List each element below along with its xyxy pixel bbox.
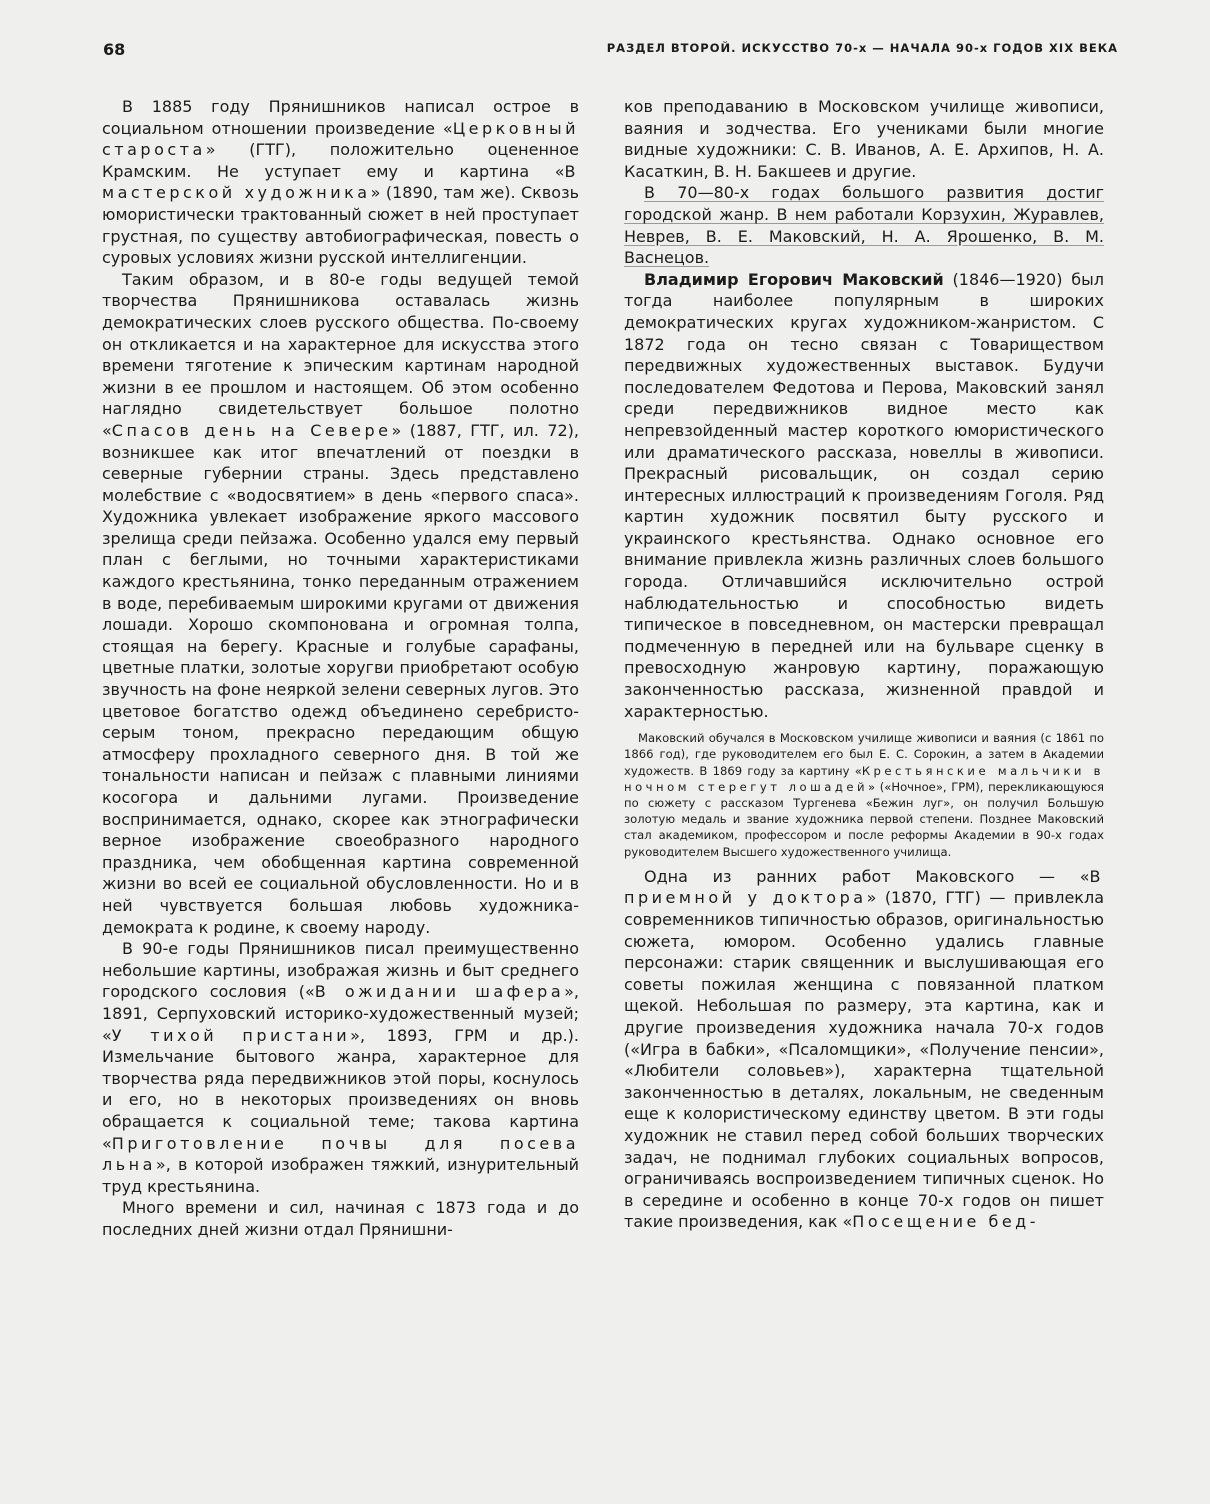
right-paragraph-2: В 70—80-х годах большого развития достиг городской жанр. В нем работали Корзухин, Журавлев, Неврев, В. Е. Маковский, Н. А. Ярошенко, В. М. Васнецов. (624, 183, 1104, 268)
artwork-title: В ожидании шафера (314, 982, 565, 1002)
left-column (102, 96, 579, 1240)
artwork-title: Приготовление почвы для посева льна (102, 1133, 579, 1175)
right-paragraph-3: Владимир Егорович Маковский (1846—1920) был тогда наиболее популярным в широких демократических кругах художником-жанристом. С 1872 года он тесно связан с Товариществом передвижных художественных выставок. Будучи последователем Федотова и Перова, Маковский занял среди передвижников видное место как непревзойденный мастер короткого юмористического или драматического рассказа, новеллы в живописи. Прекрасный рисовальщик, он создал серию интересных иллюстраций к произведениям Гоголя. Ряд картин художник посвятил быту русского и украинского крестьянства. Однако основное его внимание привлекла жизнь различных слоев большого города. Отличавшийся исключительно острой наблюдательностью и способностью видеть типическое в повседневном, он мастерски превращал подмеченную в передней или на бульваре сценку в превосходную жанровую картину, поражающую законченностью рассказа, жизненной правдой и характерностью. (624, 269, 1104, 721)
artwork-title: Посещение бед- (852, 1212, 1039, 1232)
right-paragraph-1: ков преподаванию в Московском училище живописи, ваяния и зодчества. Его учениками были многие видные художники: С. В. Иванов, А. Е. Архипов, Н. А. Касаткин, В. Н. Бакшеев и другие. (624, 97, 1104, 181)
artwork-title: Церковный староста (102, 118, 579, 160)
biographical-note: Маковский обучался в Московском училище живописи и ваяния (с 1861 по 1866 год), где руководителем его был Е. С. Сорокин, а затем в Академии художеств. В 1869 году за картину «Крестьянские мальчики в ночном стерегут лошадей» («Ночное», ГРМ), перекликающуюся по сюжету с рассказом Тургенева «Бежин луг», он получил Большую золотую медаль и звание художника первой степени. Позднее Маковский стал академиком, профессором и после реформы Академии в 90-х годах руководителем Высшего художественного училища. (624, 731, 1104, 859)
right-column (624, 96, 1104, 1233)
left-paragraph-4: Много времени и сил, начиная с 1873 года и до последних дней жизни отдал Прянишни- (102, 1198, 579, 1239)
page-number: 68 (103, 40, 126, 59)
left-paragraph-3: В 90-е годы Прянишников писал преимущественно небольшие картины, изображая жизнь и быт среднего городского сословия («В ожидании шафера», 1891, Серпуховский историко-художественный музей; «У тихой пристани», 1893, ГРМ и др.). Измельчание бытового жанра, характерное для творчества ряда передвижников этой поры, коснулось и его, но в некоторых произведениях он вновь обращается к социальной теме; такова картина «Приготовление почвы для посева льна», в которой изображен тяжкий, изнурительный труд крестьянина. (102, 939, 579, 1196)
artwork-title: У тихой пристани (111, 1025, 351, 1045)
right-paragraph-4: Одна из ранних работ Маковского — «В приемной у доктора» (1870, ГТГ) — привлекла современников типичностью образов, оригинальностью сюжета, юмором. Особенно удались главные персонажи: старик священник и выслушивающая его советы пожилая женщина с повязанной платком щекой. Небольшая по размеру, эта картина, как и другие произведения художника начала 70-х годов («Игра в бабки», «Псаломщики», «Получение пенсии», «Любители соловьев»), характерна тщательной законченностью в деталях, локальным, не сведенным еще к колористическому единству цветом. В эти годы художник не ставил перед собой больших творческих задач, не поднимал глубоких социальных вопросов, ограничиваясь воспроизведением типичных сценок. Но в середине и особенно в конце 70-х годов он пишет такие произведения, как «Посещение бед- (624, 866, 1104, 1232)
artist-name: Владимир Егорович Маковский (644, 269, 944, 289)
artwork-title: Спасов день на Севере (111, 420, 392, 440)
artwork-title: В приемной у доктора (624, 866, 1104, 908)
running-head: РАЗДЕЛ ВТОРОЙ. ИСКУССТВО 70-х — НАЧАЛА 90-х ГОДОВ XIX ВЕКА (606, 41, 1118, 55)
left-paragraph-2: Таким образом, и в 80-е годы ведущей темой творчества Прянишникова оставалась жизнь демократических слоев русского общества. По-своему он откликается и на характерное для искусства этого времени тяготение к эпическим картинам народной жизни в ее прошлом и настоящем. Об этом особенно наглядно свидетельствует большое полотно «Спасов день на Севере» (1887, ГТГ, ил. 72), возникшее как итог впечатлений от поездки в северные губернии страны. Здесь представлено молебствие с «водосвятием» в день «первого спаса». Художника увлекает изображение яркого массового зрелища среди пейзажа. Особенно удался ему первый план с беглыми, но точными характеристиками каждого крестьянина, тонко переданным отражением в воде, перебиваемым широкими кругами от движения лошади. Хорошо скомпонована и огромная толпа, стоящая на берегу. Красные и голубые сарафаны, цветные платки, золотые хоругви приобретают особую звучность на фоне неяркой зелени северных лугов. Это цветовое богатство одежд объединено серебристо-серым тоном, прекрасно передающим общую атмосферу прохладного северного дня. В той же тональности написан и пейзаж с плавными линиями косогора и дальними лугами. Произведение воспринимается, однако, скорее как этнографически верное изображение своеобразного народного праздника, чем обобщенная картина современной жизни во всей ее социальной обусловленности. Но и в ней чувствуется большая любовь художника-демократа к родине, к своему народу. (102, 269, 580, 937)
left-paragraph-1: В 1885 году Прянишников написал острое в социальном отношении произведение «Церковный староста» (ГТГ), положительно оцененное Крамским. Не уступает ему и картина «В мастерской художника» (1890, там же). Сквозь юмористически трактованный сюжет в ней проступает грустная, по существу автобиографическая, повесть о суровых условиях жизни русской интеллигенции. (102, 97, 580, 268)
artwork-title: В мастерской художника (102, 161, 579, 203)
artwork-title: Крестьянские мальчики в ночном стерегут лошадей (624, 763, 1104, 794)
